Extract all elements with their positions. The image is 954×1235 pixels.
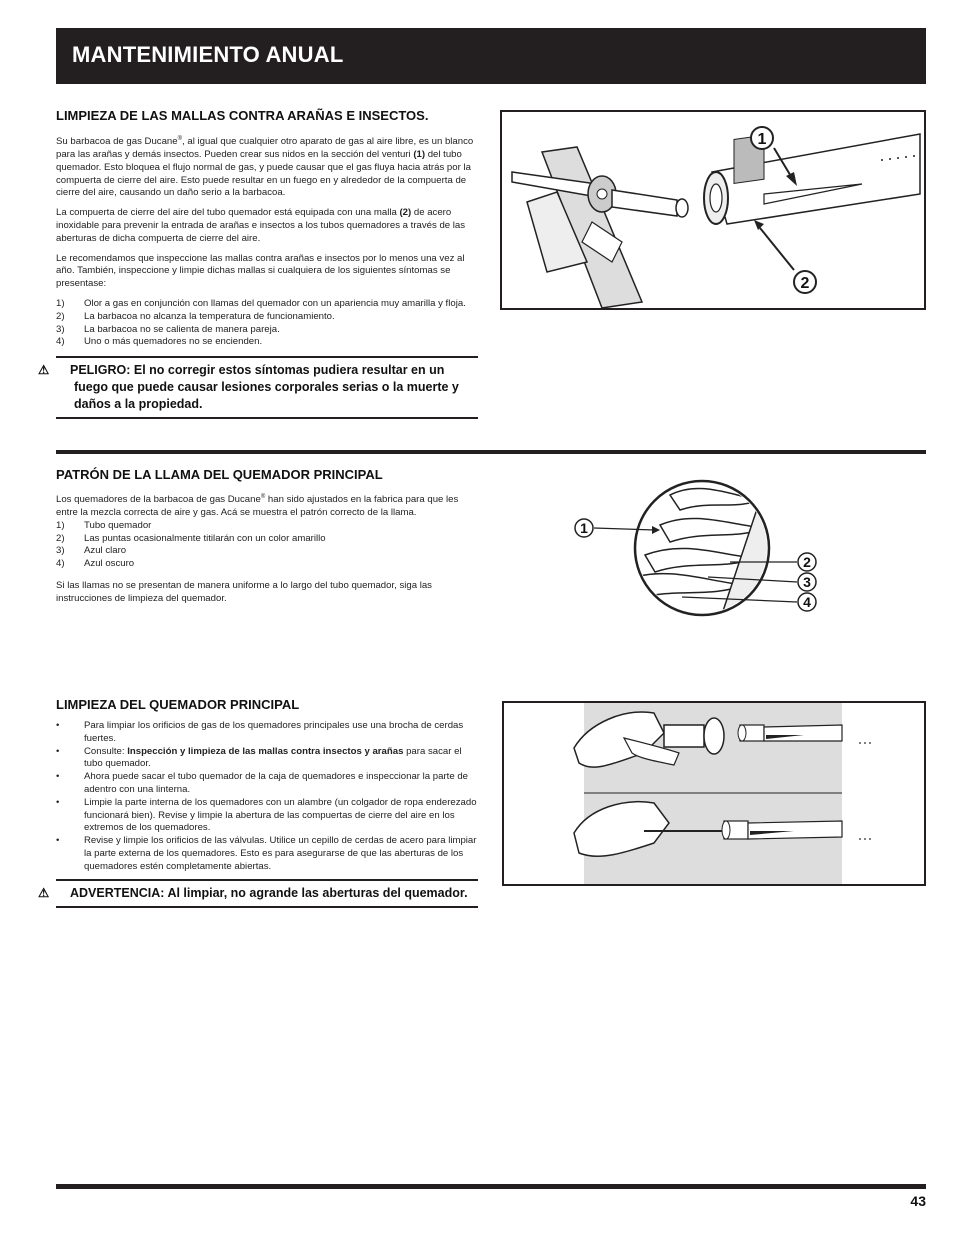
caution-warning: ⚠ ADVERTENCIA: Al limpiar, no agrande las aberturas del quemador. bbox=[56, 879, 478, 908]
section-heading: PATRÓN DE LA LLAMA DEL QUEMADOR PRINCIPAL bbox=[56, 467, 383, 482]
header-bar bbox=[56, 28, 926, 84]
list-item: 1) Olor a gas en conjunción con llamas del quemador con un apariencia muy amarilla y floja. bbox=[56, 297, 466, 309]
flame-illustration bbox=[570, 470, 830, 630]
list-item: 4) Uno o más quemadores no se encienden. bbox=[56, 336, 263, 348]
callout-4: 4 bbox=[803, 594, 811, 610]
callout-3: 3 bbox=[803, 574, 811, 590]
section-flame-pattern bbox=[56, 467, 478, 613]
list-item: 3) Azul claro bbox=[56, 545, 127, 557]
page-number: 43 bbox=[910, 1193, 926, 1209]
section-heading: LIMPIEZA DEL QUEMADOR PRINCIPAL bbox=[56, 697, 300, 712]
cleaning-illustration bbox=[504, 703, 924, 884]
list-item: 1) Tubo quemador bbox=[56, 519, 152, 531]
callout-1: 1 bbox=[580, 520, 588, 536]
list-item: • Ahora puede sacar el tubo quemador de la caja de quemadores e inspeccionar la parte de adentro con una linterna. bbox=[56, 771, 469, 795]
list-item: 2) Las puntas ocasionalmente titilarán con un color amarillo bbox=[56, 532, 326, 544]
paragraph: Le recomendamos que inspeccione las mallas contra arañas e insectos por lo menos una vez al año. También, inspeccione y limpie dichas mallas si cualquiera de los siguientes síntomas se presentase: bbox=[56, 252, 465, 290]
list-item: 2) La barbacoa no alcanza la temperatura de funcionamiento. bbox=[56, 310, 335, 322]
section-spider-screens bbox=[38, 108, 478, 419]
burner-venturi-figure bbox=[500, 110, 926, 310]
flame-legend-list bbox=[56, 520, 478, 571]
warning-icon: ⚠ bbox=[38, 885, 50, 900]
list-item: 4) Azul oscuro bbox=[56, 558, 135, 570]
list-item: • Limpie la parte interna de los quemadores con un alambre (un colgador de ropa enderezado funcionará bien). Revise y limpie la abertura de las compuertas de cierre del aire en los extremos de los quemadores. bbox=[56, 796, 477, 834]
warning-icon: ⚠ bbox=[38, 363, 50, 378]
list-item: • Consulte: Inspección y limpieza de las mallas contra insectos y arañas para sacar el tubo quemador. bbox=[56, 745, 462, 770]
section-heading: LIMPIEZA DE LAS MALLAS CONTRA ARAÑAS E INSECTOS. bbox=[56, 108, 429, 123]
section-divider bbox=[56, 450, 926, 454]
section-burner-cleaning bbox=[38, 697, 478, 908]
paragraph: Los quemadores de la barbacoa de gas Ducane® han sido ajustados en la fabrica para que les entre la mezcla correcta de aire y gas. Acá se muestra el patrón correcto de la llama. bbox=[56, 494, 459, 518]
callout-2: 2 bbox=[800, 275, 810, 292]
callout-2: 2 bbox=[803, 554, 811, 570]
burner-cleaning-figure bbox=[502, 701, 926, 886]
footer-bar bbox=[56, 1184, 926, 1189]
list-item: • Para limpiar los orificios de gas de los quemadores principales use una brocha de cerdas fuertes. bbox=[56, 720, 464, 744]
page-title: MANTENIMIENTO ANUAL bbox=[72, 42, 344, 67]
list-item: • Revise y limpie los orificios de las válvulas. Utilice un cepillo de cerdas de acero para limpiar la parte externa de los quemadores. Esto es para asegurarse de que las aberturas de los quemadores estén completamente abiertas. bbox=[56, 835, 477, 872]
paragraph: Si las llamas no se presentan de manera uniforme a lo largo del tubo quemador, siga las instrucciones de limpieza del quemador. bbox=[56, 579, 432, 604]
symptom-list bbox=[56, 298, 478, 349]
paragraph: La compuerta de cierre del aire del tubo quemador está equipada con una malla (2) de acero inoxidable para prevenir la entrada de arañas e insectos a los tubos quemadores a través de las aberturas de dicha compuerta de cierre del aire. bbox=[56, 207, 466, 244]
callout-1: 1 bbox=[757, 131, 767, 148]
flame-pattern-figure bbox=[570, 470, 830, 630]
burner-illustration bbox=[502, 112, 924, 308]
danger-warning: ⚠ PELIGRO: El no corregir estos síntomas pudiera resultar en un fuego que puede causar lesiones corporales serias o la muerte y daños a la propiedad. bbox=[56, 356, 478, 419]
cleaning-steps-list bbox=[56, 720, 478, 874]
paragraph: Su barbacoa de gas Ducane®, al igual que cualquier otro aparato de gas al aire libre, es un blanco para las arañas y demás insectos. Pueden crear sus nidos en la sección del venturi (1) del tubo quemador. Esto bloquea el flujo normal de gas, y puede causar que el gas fluya hacia atrás por la compuerta de cierre del aire. Esto puede resultar en un fuego en y alrededor de la compuerta de cierre del aire, causando un daño serio a la barbacoa. bbox=[56, 136, 474, 199]
list-item: 3) La barbacoa no se calienta de manera pareja. bbox=[56, 323, 280, 335]
